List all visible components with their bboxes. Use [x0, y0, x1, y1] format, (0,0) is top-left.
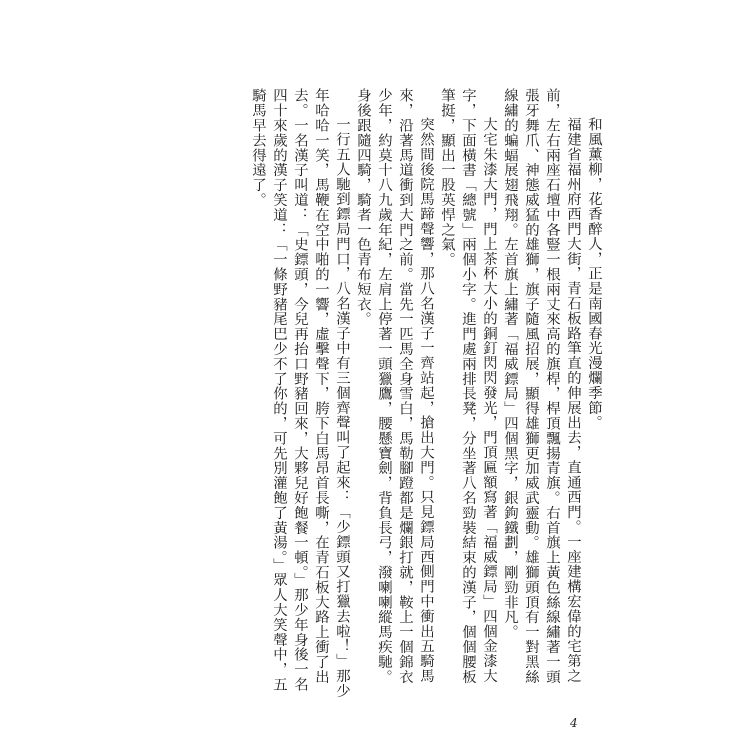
paragraph: 大宅朱漆大門，門上茶杯大小的銅釘閃閃發光，門頂匾額寫著「福威鏢局」四個金漆大字，下面橫書「總號」兩個小字。進門處兩排長凳，分坐著八名勁裝結束的漢子，個個腰板筆挺，顯出一股英悍之氣。	[439, 88, 497, 684]
paragraph: 一行五人馳到鏢局門口，八名漢子中有三個齊聲叫了起來：「少鏢頭又打獵去啦！」那少年哈哈一笑，馬鞭在空中啪的一響，虛擊聲下，胯下白馬昂首長嘶，在青石板大路上衝了出去。一名漢子叫道：「史鏢頭，今兒再抬口野豬回來，大夥兒好飽餐一頓。」那少年身後一名四十來歲的漢子笑道：「一條野豬尾巴少不了你的，可先別灌飽了黃湯。」眾人大笑聲中，五騎馬早去得遠了。	[250, 88, 350, 698]
paragraph: 突然間後院馬蹄聲響，那八名漢子一齊站起，搶出大門。只見鏢局西側門中衝出五騎馬來，沿著馬道衝到大門之前。當先一匹馬全身雪白，馬勒腳蹬都是爛銀打就，鞍上一個錦衣少年，約莫十八九歲年紀，左肩上停著一頭獵鷹，腰懸寶劍，背負長弓，潑喇喇縱馬疾馳。身後跟隨四騎，騎者一色青布短衣。	[355, 88, 434, 684]
paragraph: 福建省福州府西門大街，青石板路筆直的伸展出去，直通西門。一座建構宏偉的宅第之前，左右兩座石壇中各豎一根兩丈來高的旗桿，桿頂飄揚青旗。右首旗上黃色絲線繡著一頭張牙舞爪、神態威猛的雄獅，旗子隨風招展，顯得雄獅更加威武靈動。雄獅頭頂有一對黑絲線繡的蝙蝠展翅飛翔。左首旗上繡著「福威鏢局」四個黑字，銀鉤鐵劃，剛勁非凡。	[502, 88, 581, 684]
paragraph: 和風薰柳，花香醉人，正是南國春光漫爛季節。	[586, 116, 602, 430]
page-number: 4	[570, 716, 578, 730]
vertical-text-block	[247, 88, 604, 698]
